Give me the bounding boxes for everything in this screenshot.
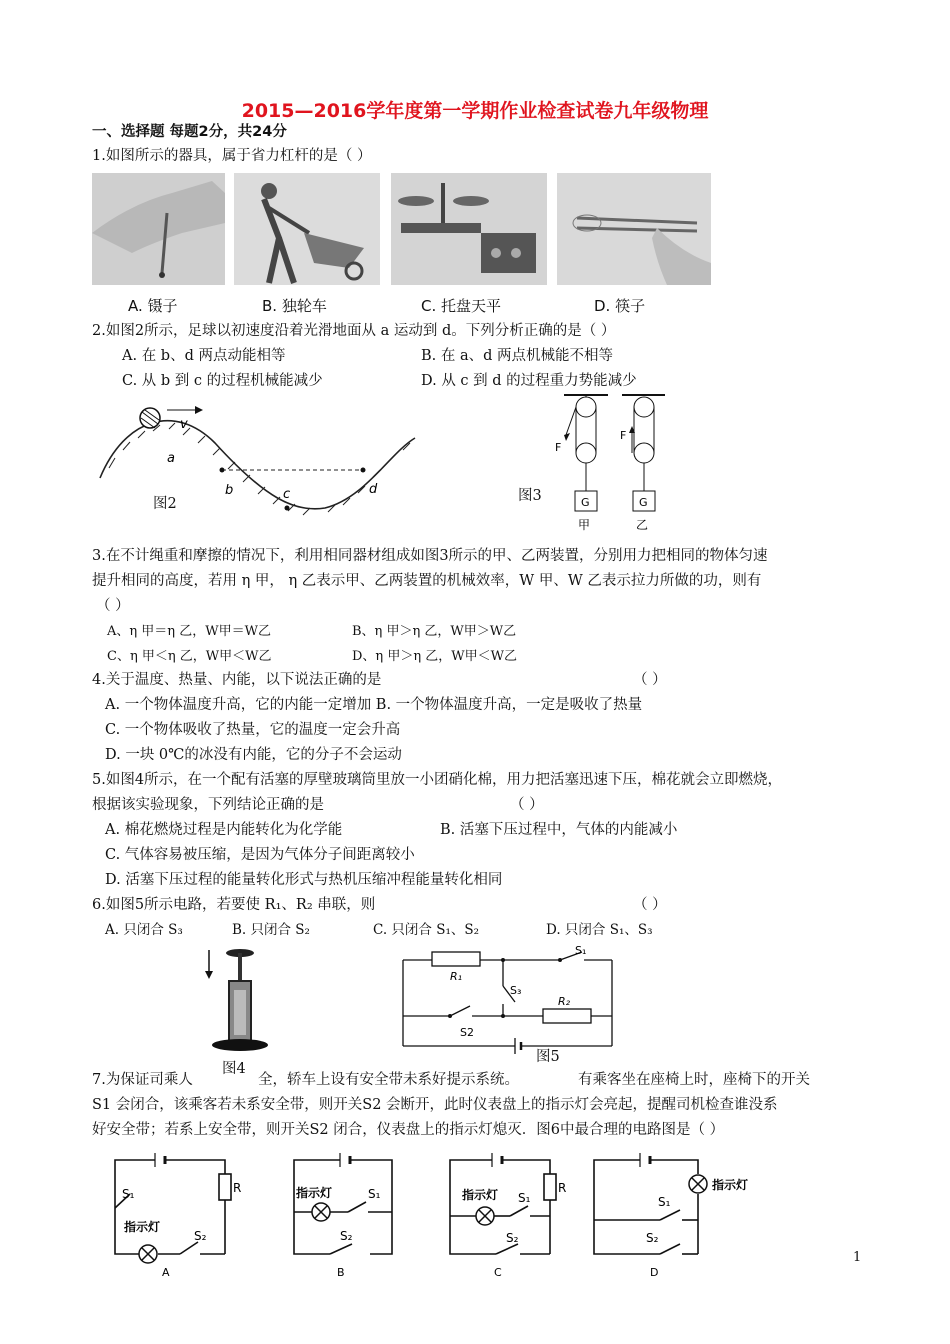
fig6a-lamp: 指示灯 <box>124 1220 161 1234</box>
figure-3-label: 图3 <box>518 488 542 504</box>
q5-paren: （ ） <box>510 797 544 813</box>
q6-stem: 6.如图5所示电路，若要使 R₁、R₂ 串联，则 <box>92 897 376 913</box>
figure-5 <box>400 940 620 1052</box>
figure-6 <box>100 1150 749 1280</box>
q4-option-ab: A. 一个物体温度升高，它的内能一定增加 B. 一个物体温度升高，一定是吸收了热量 <box>105 697 643 713</box>
fig3-jia: 甲 <box>578 518 591 532</box>
q7-line-1b: 全，轿车上设有安全带未系好提示系统。 <box>258 1072 519 1088</box>
fig3-f-right: F <box>620 429 627 442</box>
figure-3 <box>550 393 675 533</box>
fig6c-s1: S₁ <box>518 1191 531 1205</box>
q6-option-a: A. 只闭合 S₃ <box>105 922 183 938</box>
q7-line-3: 好安全带；若系上安全带，则开关S2 闭合，仪表盘上的指示灯熄灭．图6中最合理的电路图是（ ） <box>92 1122 725 1138</box>
q2-option-a: A. 在 b、d 两点动能相等 <box>122 348 286 364</box>
q1-stem: 1.如图所示的器具，属于省力杠杆的是（ ） <box>92 148 372 164</box>
q7-line-1c: 有乘客坐在座椅上时，座椅下的开关 <box>578 1072 810 1088</box>
fig3-yi: 乙 <box>636 518 649 532</box>
fig6d-s2: S₂ <box>646 1231 659 1245</box>
fig6a-s1: S₁ <box>122 1187 135 1201</box>
fig5-r1: R₁ <box>450 970 463 983</box>
q3-option-d: D、η 甲＞η 乙，W甲＜W乙 <box>352 649 517 664</box>
q1-caption-a: A. 镊子 <box>128 297 178 315</box>
tweezers-photo <box>92 173 225 285</box>
q2-option-c: C. 从 b 到 c 的过程机械能减少 <box>122 373 323 389</box>
q5-option-c: C. 气体容易被压缩，是因为气体分子间距离较小 <box>105 847 415 863</box>
fig6a-s2: S₂ <box>194 1229 207 1243</box>
fig6a-letter: A <box>162 1266 170 1279</box>
balance-photo <box>391 173 547 285</box>
q5-option-a: A. 棉花燃烧过程是内能转化为化学能 <box>105 822 343 838</box>
fig6c-letter: C <box>494 1266 502 1279</box>
q6-option-b: B. 只闭合 S₂ <box>232 922 310 938</box>
fig6b-letter: B <box>337 1266 345 1279</box>
q2-stem: 2.如图2所示，足球以初速度沿着光滑地面从 a 运动到 d。下列分析正确的是（ ） <box>92 323 616 339</box>
figure-2-label: 图2 <box>153 496 177 512</box>
q5-line-2: 根据该实验现象，下列结论正确的是 <box>92 797 324 813</box>
fig6b-lamp: 指示灯 <box>296 1186 333 1200</box>
q4-option-d: D. 一块 0℃的冰没有内能，它的分子不会运动 <box>105 747 402 763</box>
q3-line-3: （ ） <box>96 598 130 614</box>
q7-line-1a: 7.为保证司乘人 <box>92 1072 193 1088</box>
q6-option-c: C. 只闭合 S₁、S₂ <box>373 922 480 938</box>
fig6c-lamp: 指示灯 <box>462 1188 499 1202</box>
q2-option-d: D. 从 c 到 d 的过程重力势能减少 <box>421 373 637 389</box>
q4-paren: （ ） <box>633 672 667 688</box>
fig5-s1: S₁ <box>575 944 587 957</box>
q5-option-b: B. 活塞下压过程中，气体的内能减小 <box>440 822 678 838</box>
q5-line-1: 5.如图4所示，在一个配有活塞的厚壁玻璃筒里放一小团硝化棉，用力把活塞迅速下压，棉花就会立即燃烧， <box>92 772 783 788</box>
wheelbarrow-photo <box>234 173 380 285</box>
fig3-g-left: G <box>581 496 590 509</box>
fig6d-lamp: 指示灯 <box>712 1178 749 1192</box>
fig6a-r: R <box>233 1181 242 1195</box>
fig3-f-left: F <box>555 441 562 454</box>
fig5-s2: S2 <box>460 1026 474 1039</box>
figure-2 <box>95 398 425 523</box>
fig6b-s2: S₂ <box>340 1229 353 1243</box>
q3-option-c: C、η 甲＜η 乙，W甲＜W乙 <box>107 649 272 664</box>
q1-caption-b: B. 独轮车 <box>262 297 327 315</box>
figure-4-label: 图4 <box>222 1061 246 1077</box>
fig6b-s1: S₁ <box>368 1187 381 1201</box>
q6-paren: （ ） <box>633 897 667 913</box>
velocity-label: v <box>180 417 188 432</box>
q3-line-1: 3.在不计绳重和摩擦的情况下，利用相同器材组成如图3所示的甲、乙两装置，分别用力把相同的物体匀速 <box>92 548 768 564</box>
figure-5-label: 图5 <box>536 1049 560 1065</box>
fig3-g-right: G <box>639 496 648 509</box>
q3-line-2: 提升相同的高度，若用 η 甲， η 乙表示甲、乙两装置的机械效率，W 甲、W 乙表示拉力所做的功，则有 <box>92 573 762 589</box>
fig6c-r: R <box>558 1181 567 1195</box>
point-b-label: b <box>225 483 234 498</box>
q4-stem: 4.关于温度、热量、内能，以下说法正确的是 <box>92 672 382 688</box>
fig5-s3: S₃ <box>510 984 522 997</box>
point-c-label: c <box>283 487 291 502</box>
q7-line-2: S1 会闭合，该乘客若未系安全带，则开关S2 会断开，此时仪表盘上的指示灯会亮起，提醒司机检查谁没系 <box>92 1097 778 1113</box>
page-number: 1 <box>853 1250 862 1265</box>
q1-caption-c: C. 托盘天平 <box>421 297 502 315</box>
fig6c-s2: S₂ <box>506 1231 519 1245</box>
q3-option-a: A、η 甲＝η 乙，W甲＝W乙 <box>107 624 271 639</box>
q4-option-c: C. 一个物体吸收了热量，它的温度一定会升高 <box>105 722 401 738</box>
q1-caption-d: D. 筷子 <box>594 297 646 315</box>
q6-option-d: D. 只闭合 S₁、S₃ <box>546 922 653 938</box>
q5-option-d: D. 活塞下压过程的能量转化形式与热机压缩冲程能量转化相同 <box>105 872 503 888</box>
section-heading: 一、选择题 每题2分，共24分 <box>92 124 287 140</box>
fig5-r2: R₂ <box>558 995 571 1008</box>
fig6d-s1: S₁ <box>658 1195 671 1209</box>
page-title: 2015—2016学年度第一学期作业检查试卷九年级物理 <box>241 100 709 122</box>
figure-4 <box>195 945 285 1070</box>
point-a-label: a <box>167 451 175 466</box>
q2-option-b: B. 在 a、d 两点机械能不相等 <box>421 348 614 364</box>
fig6d-letter: D <box>650 1266 659 1279</box>
chopsticks-photo <box>557 173 711 285</box>
point-d-label: d <box>369 482 378 497</box>
q3-option-b: B、η 甲＞η 乙，W甲＞W乙 <box>352 624 517 639</box>
